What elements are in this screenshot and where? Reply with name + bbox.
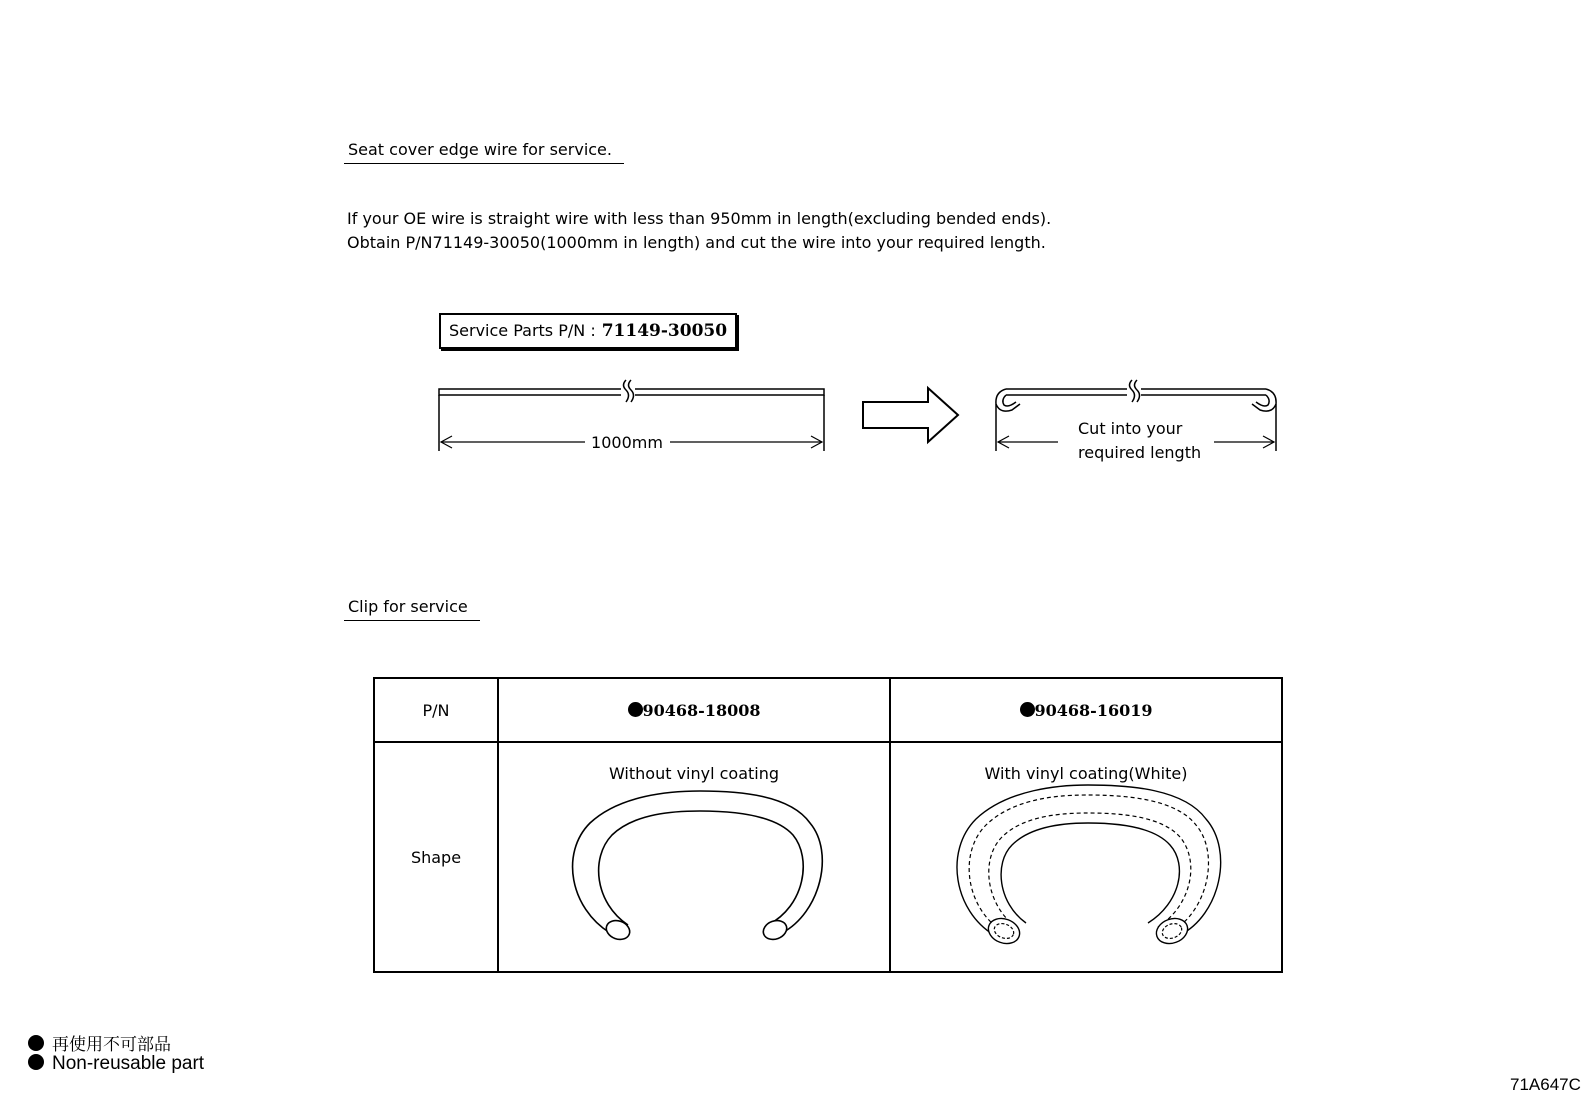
non-reusable-dot-icon: [28, 1035, 44, 1051]
service-parts-label: Service Parts P/N :: [449, 321, 596, 340]
shape-cell-2: [890, 742, 1282, 972]
table-row-shape: [374, 742, 1282, 972]
legend-japanese-text: 再使用不可部品: [52, 1035, 171, 1055]
straight-wire: [439, 380, 824, 403]
pn-value-2: 90468-16019: [1034, 700, 1153, 720]
figure-code: 71A647C: [1510, 1075, 1581, 1094]
non-reusable-dot-icon: [628, 702, 643, 717]
shape-header-cell: [374, 742, 498, 972]
caption-without-coating: Without vinyl coating: [608, 764, 780, 783]
clip-section-heading: Clip for service: [344, 597, 480, 621]
clip-table: [373, 677, 1283, 973]
wire-section-heading: Seat cover edge wire for service.: [344, 140, 624, 164]
shape-header-label: Shape: [410, 847, 462, 867]
pn-cell-2: [890, 678, 1282, 742]
service-parts-number: 71149-30050: [601, 321, 728, 341]
bent-wire: [996, 380, 1276, 411]
legend-english-text: Non-reusable part: [52, 1053, 205, 1074]
instruction-line-1: If your OE wire is straight wire with less than 950mm in length(excluding bended ends).: [347, 209, 1052, 228]
instruction-line-2: Obtain P/N71149-30050(1000mm in length) and cut the wire into your required length.: [347, 233, 1046, 252]
pn-header-label: P/N: [422, 700, 450, 720]
legend-english: [28, 1053, 204, 1075]
caption-with-coating: With vinyl coating(White): [984, 764, 1188, 783]
table-row-pn: [374, 678, 1282, 742]
clip-icon: [500, 783, 888, 953]
length-label: 1000mm: [591, 433, 663, 452]
pn-header-cell: [374, 678, 498, 742]
cut-label-line-2: required length: [1078, 443, 1202, 462]
pn-value-1: 90468-18008: [642, 700, 761, 720]
coated-clip-icon: [892, 783, 1280, 953]
cut-label-line-1: Cut into your: [1078, 419, 1183, 438]
non-reusable-dot-icon: [28, 1054, 44, 1070]
non-reusable-dot-icon: [1020, 702, 1035, 717]
arrow-right-icon: [863, 388, 958, 442]
legend-japanese: [28, 1030, 171, 1055]
pn-cell-1: [498, 678, 890, 742]
shape-cell-1: [498, 742, 890, 972]
